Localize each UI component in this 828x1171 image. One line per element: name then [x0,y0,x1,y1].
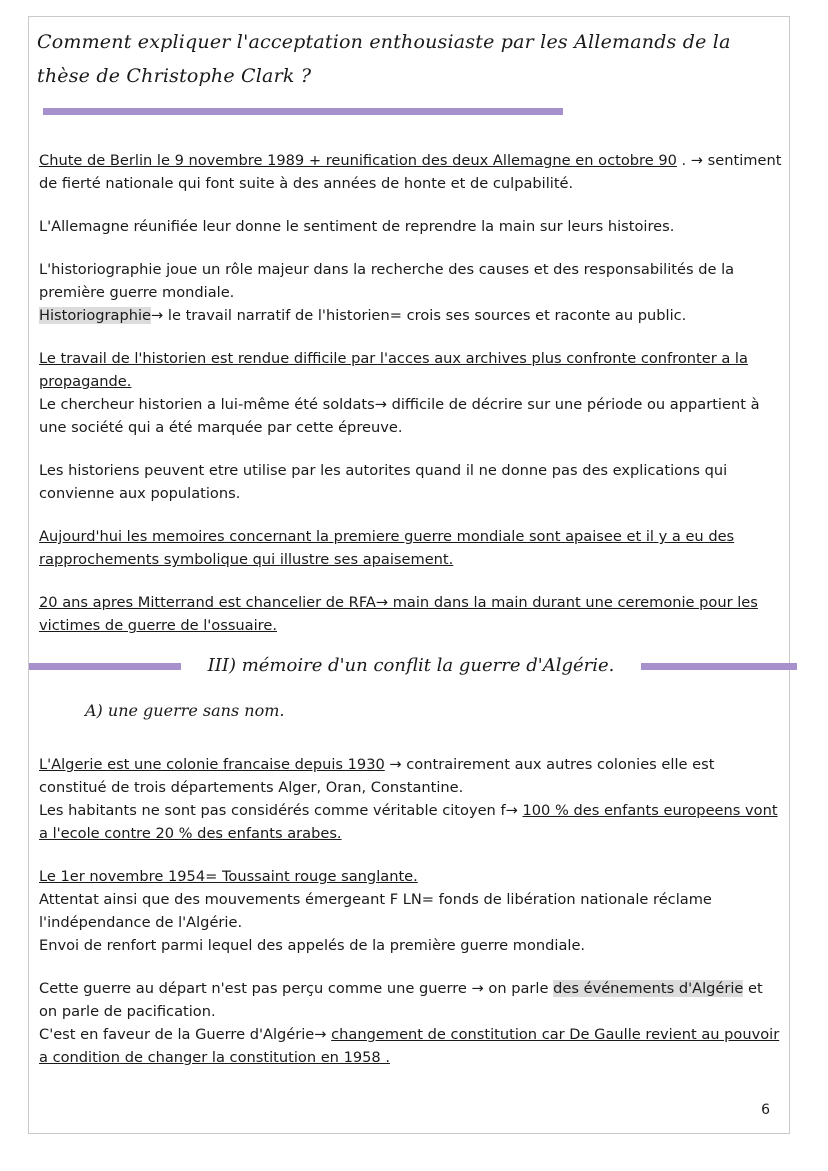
underlined-text: Chute de Berlin le 9 novembre 1989 + reunification des deux Allemagne en octobre 90 [39,152,677,169]
paragraph-reunification: L'Allemagne réunifiée leur donne le sentiment de reprendre la main sur leurs histoires. [39,218,675,235]
section-title: III) mémoire d'un conflit la guerre d'Algérie. [207,655,615,676]
underlined-text: Aujourd'hui les memoires concernant la premiere guerre mondiale sont apaisee et il y a eu des rapprochements symbolique qui illustre ses apaisement. [39,528,735,568]
main-content [39,149,785,1089]
section-bar-right [641,663,797,670]
page-number: 6 [761,1102,770,1118]
section-bar-left [29,663,181,670]
highlighted-term: Historiographie [39,307,152,324]
paragraph-memories [39,525,785,571]
underlined-text: changement de constitution car De Gaulle revient au pouvoir a condition de changer la constitution en 1958 . [39,1026,780,1066]
paragraph-toussaint: Le 1er novembre 1954= Toussaint rouge sanglante. Attentat ainsi que des mouvements émergeant F LN= fonds de libération nationale réclame l'indépendance de l'Algérie. Envoi de renfort parmi lequel des appelés de la première guerre mondiale. [39,868,712,954]
underlined-text: Le 1er novembre 1954= Toussaint rouge sanglante. [39,868,418,885]
paragraph-berlin: Chute de Berlin le 9 novembre 1989 + reunification des deux Allemagne en octobre 90 . → sentiment de fierté nationale qui font suite à des années de honte et de culpabilité. [39,152,782,192]
paragraph-algeria-colony: L'Algerie est une colonie francaise depuis 1930 → contrairement aux autres colonies elle est constitué de trois départements Alger, Oran, Constantine. Les habitants ne sont pas considérés comme véritable citoyen f→ 100 % des enfants europeens vont a l'ecole contre 20 % des enfants arabes. [39,756,778,842]
page-title [37,25,777,127]
underlined-text: 100 % des enfants europeens vont a l'ecole contre 20 % des enfants arabes. [39,802,778,842]
paragraph-historiography: L'historiographie joue un rôle majeur dans la recherche des causes et des responsabilités de la première guerre mondiale. Historiographie→ le travail narratif de l'historien= crois ses sources et raconte au public. [39,261,735,324]
section-heading [29,649,795,683]
title-text: Comment expliquer l'acceptation enthousiaste par les Allemands de la thèse de Christophe Clark ? [37,31,731,87]
title-accent-bar [43,108,563,115]
paragraph-historian-work: Le travail de l'historien est rendue difficile par l'acces aux archives plus confronte confronter a la propagande. Le chercheur historien a lui-même été soldats→ difficile de décrire sur une période ou appartient à une société qui a été marquée par cette épreuve. [39,350,760,436]
paragraph-pacification: Cette guerre au départ n'est pas perçu comme une guerre → on parle des événements d'Algérie et on parle de pacification. C'est en faveur de la Guerre d'Algérie→ changement de constitution car De Gaulle revient au pouvoir a condition de changer la constitution en 1958 . [39,980,780,1066]
underlined-text: 20 ans apres Mitterrand est chancelier de RFA→ main dans la main durant une ceremonie pour les victimes de guerre de l'ossuaire. [39,594,758,634]
paragraph-authorities: Les historiens peuvent etre utilise par les autorites quand il ne donne pas des explications qui convienne aux populations. [39,462,728,502]
page-frame [28,16,790,1134]
underlined-text: Le travail de l'historien est rendue difficile par l'acces aux archives plus confronte confronter a la propagande. [39,350,748,390]
highlighted-term: des événements d'Algérie [553,980,744,997]
subsection-title: A) une guerre sans nom. [85,701,285,720]
paragraph-mitterrand [39,591,785,637]
underlined-text: L'Algerie est une colonie francaise depuis 1930 [39,756,385,773]
